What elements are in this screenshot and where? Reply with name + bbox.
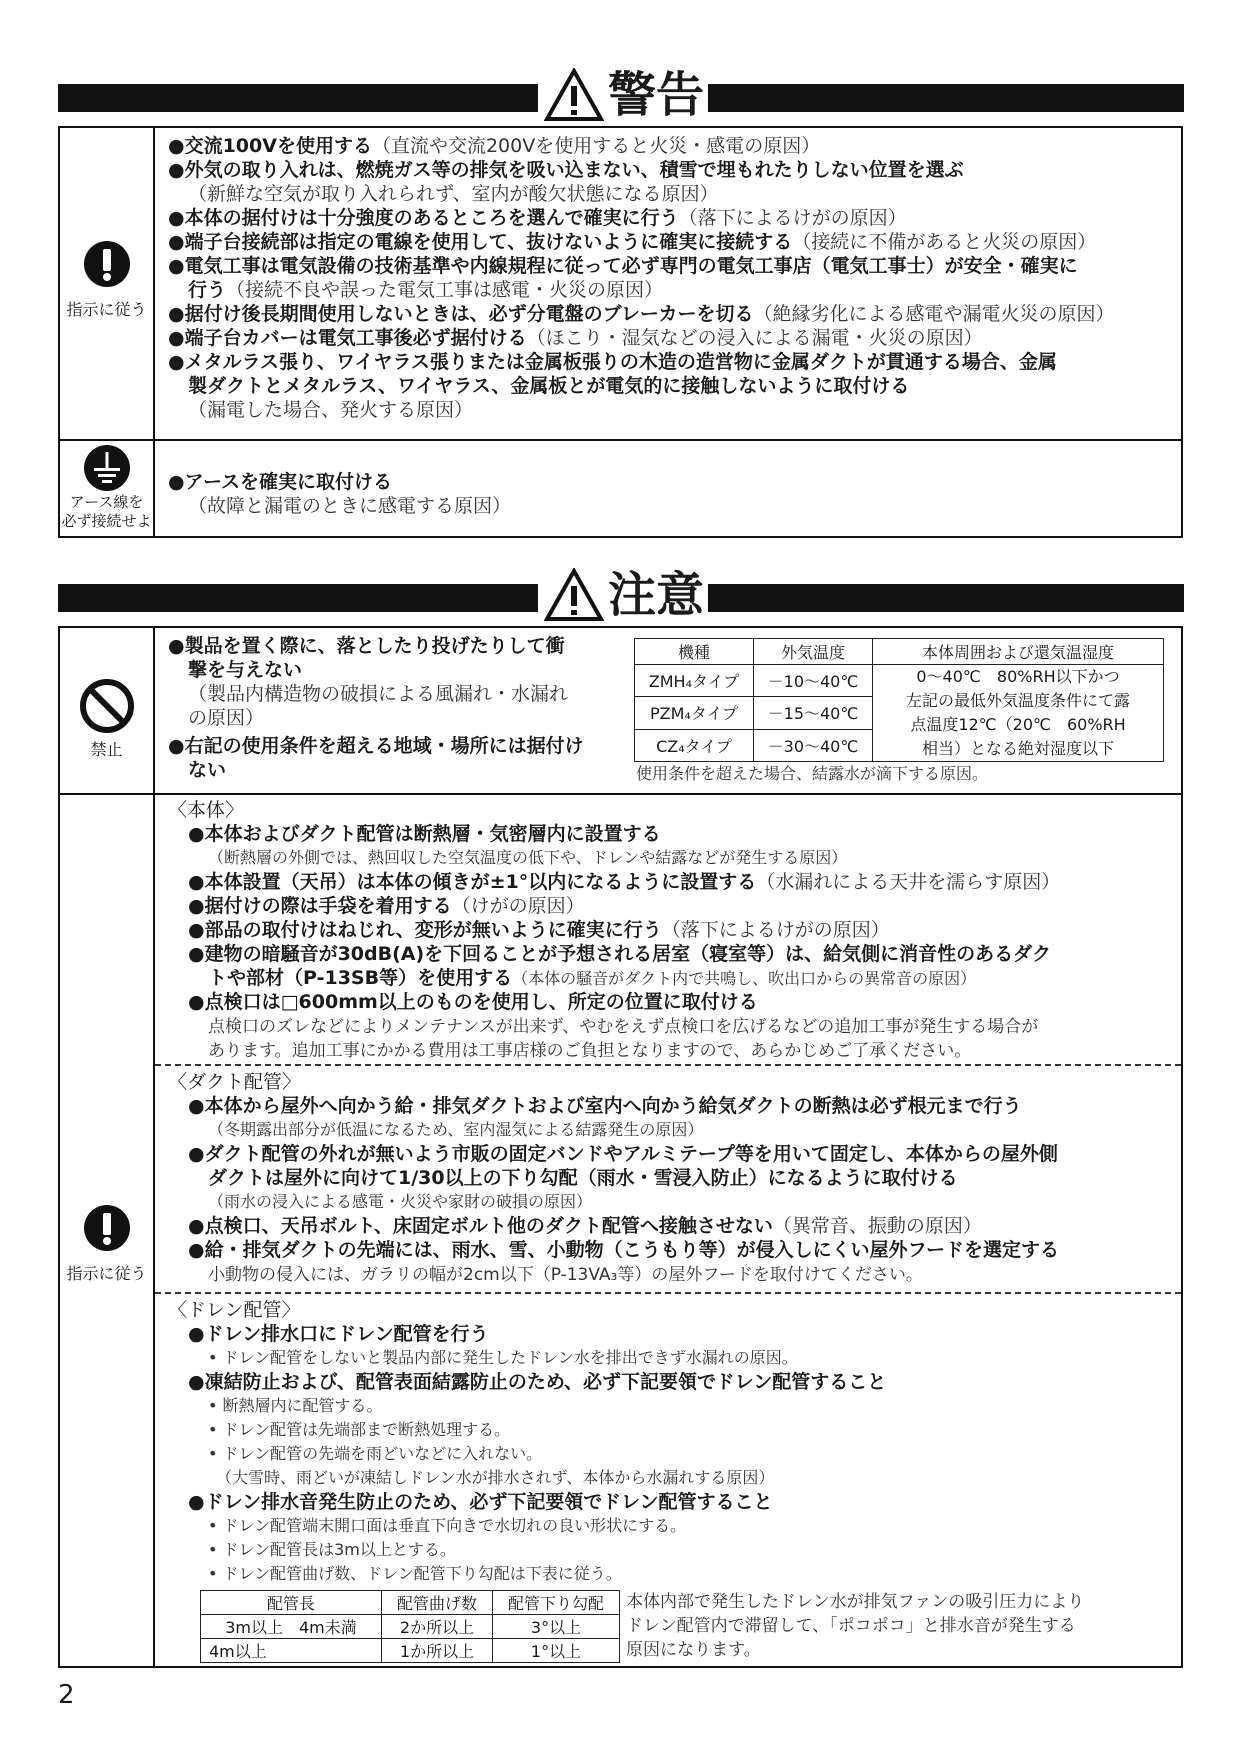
text-line: ●アースを確実に取付ける <box>168 471 393 493</box>
text-line: ●ダクト配管の外れが無いよう市販の固定バンドやアルミテープ等を用いて固定し、本体からの屋外側 <box>188 1143 1058 1165</box>
table-header: 配管下り勾配 <box>493 1591 620 1615</box>
text-line: ●メタルラス張り、ワイヤラス張りまたは金属板張りの木造の造営物に金属ダクトが貫通する場合、金属 <box>168 351 1057 373</box>
text-line: ●ドレン排水口にドレン配管を行う <box>188 1323 489 1345</box>
page-number: 2 <box>58 1680 75 1710</box>
text-line: （冬期露出部分が低温になるため、室内湿気による結露発生の原因） <box>208 1120 704 1139</box>
text-line: ●本体およびダクト配管は断熱層・気密層内に設置する <box>188 823 661 845</box>
text-line: 製ダクトとメタルラス、ワイヤラス、金属板とが電気的に接触しないように取付ける <box>188 375 910 397</box>
text-line: （故障と漏電のときに感電する原因） <box>188 495 512 517</box>
drain-note-3: 原因になります。 <box>626 1640 761 1660</box>
text-line: の原因） <box>188 707 265 729</box>
warning-triangle-icon <box>544 68 604 122</box>
table-header: 機種 <box>635 639 754 665</box>
mandatory-icon <box>84 241 130 287</box>
section-heading: 〈ドレン配管〉 <box>168 1299 301 1321</box>
text-line: ない <box>188 759 227 781</box>
warning-box <box>58 126 1183 538</box>
text-line: • 断熱層内に配管する。 <box>208 1396 383 1415</box>
table-header: 配管長 <box>201 1591 382 1615</box>
header-bar-left <box>58 584 538 612</box>
section-heading: 〈本体〉 <box>168 799 245 821</box>
table-cell: －30～40℃ <box>754 729 873 761</box>
follow-instructions-label: 指示に従う <box>66 300 147 319</box>
warning-icon-cell <box>60 128 155 439</box>
section-heading: 〈ダクト配管〉 <box>168 1071 302 1093</box>
warning-title: 警告 <box>608 67 705 123</box>
table-cell: ZMH₄タイプ <box>635 665 754 697</box>
table-cell: 2か所以上 <box>382 1615 493 1639</box>
text-line: （漏電した場合、発火する原因） <box>188 399 474 421</box>
text-line: ●据付け後長期間使用しないときは、必ず分電盤のブレーカーを切る（絶縁劣化による感電や漏電火災の原因） <box>168 303 1115 325</box>
header-bar-right <box>708 84 1184 112</box>
table-cell: CZ₄タイプ <box>635 729 754 761</box>
table-header: 本体周囲および還気温湿度 <box>873 639 1164 665</box>
warning-header <box>58 64 1184 124</box>
text-line: • ドレン配管をしないと製品内部に発生したドレン水を排出できず水漏れの原因。 <box>208 1348 798 1367</box>
text-line: トや部材（P-13SB等）を使用する（本体の騒音がダクト内で共鳴し、吹出口からの異常音の原因） <box>208 967 977 989</box>
prohibit-label: 禁止 <box>90 740 123 759</box>
text-line: ●電気工事は電気設備の技術基準や内線規程に従って必ず専門の電気工事店（電気工事士）が安全・確実に <box>168 255 1078 277</box>
drain-table <box>200 1590 620 1663</box>
warning-title-mark <box>544 66 704 124</box>
follow-icon-cell <box>60 795 155 1666</box>
text-line: ●部品の取付けはねじれ、変形が無いように確実に行う（落下によるけがの原因） <box>188 919 890 941</box>
header-bar-right <box>708 584 1184 612</box>
text-line: 行う（接続不良や誤った電気工事は感電・火災の原因） <box>188 279 664 301</box>
table-cell: PZM₄タイプ <box>635 697 754 729</box>
text-line: • ドレン配管曲げ数、ドレン配管下り勾配は下表に従う。 <box>208 1564 622 1583</box>
follow-instructions-label: 指示に従う <box>66 1264 147 1283</box>
caution-title-mark <box>544 566 704 624</box>
table-cell: 4m以上 <box>201 1639 382 1663</box>
text-line: ●右記の使用条件を超える地域・場所には据付け <box>168 735 584 757</box>
text-line: ●点検口は□600mm以上のものを使用し、所定の位置に取付ける <box>188 991 758 1013</box>
drain-note-2: ドレン配管内で滞留して、「ポコポコ」と排水音が発生する <box>626 1616 1076 1636</box>
table-cell: －15～40℃ <box>754 697 873 729</box>
warning-divider <box>60 439 1181 441</box>
prohibit-icon-cell <box>60 628 155 793</box>
table-cell: 3°以上 <box>493 1615 620 1639</box>
warning-triangle-icon <box>544 568 604 622</box>
text-line: ダクトは屋外に向けて1/30以上の下り勾配（雨水・雪浸入防止）になるように取付ける <box>208 1167 958 1189</box>
text-line: ●交流100Vを使用する（直流や交流200Vを使用すると火災・感電の原因） <box>168 135 821 157</box>
table-cell: 1か所以上 <box>382 1639 493 1663</box>
text-line: ●本体の据付けは十分強度のあるところを選んで確実に行う（落下によるけがの原因） <box>168 207 907 229</box>
text-line: ●凍結防止および、配管表面結露防止のため、必ず下記要領でドレン配管すること <box>188 1371 887 1393</box>
text-line: 撃を与えない <box>188 659 303 681</box>
drain-note-1: 本体内部で発生したドレン水が排気ファンの吸引圧力により <box>626 1592 1085 1612</box>
text-line: （新鮮な空気が取り入れられず、室内が酸欠状態になる原因） <box>188 183 719 205</box>
text-line: ●給・排気ダクトの先端には、雨水、雪、小動物（こうもり等）が侵入しにくい屋外フードを選定する <box>188 1239 1060 1261</box>
header-bar-left <box>58 84 538 112</box>
text-line: 小動物の侵入には、ガラリの幅が2cm以下（P-13VA₃等）の屋外フードを取付けてください。 <box>208 1265 923 1285</box>
text-line: あります。追加工事にかかる費用は工事店様のご負担となりますので、あらかじめご了承ください。 <box>208 1041 972 1061</box>
text-line: ●建物の暗騒音が30dB(A)を下回ることが予想される居室（寝室等）は、給気側に消音性のあるダク <box>188 943 1052 965</box>
text-line: ●本体設置（天吊）は本体の傾きが±1°以内になるように設置する（水漏れによる天井を濡らす原因） <box>188 871 1061 893</box>
text-line: （大雪時、雨どいが凍結しドレン水が排水されず、本体から水漏れする原因） <box>216 1468 775 1487</box>
text-line: ●ドレン排水音発生防止のため、必ず下記要領でドレン配管すること <box>188 1491 773 1513</box>
text-line: ●端子台接続部は指定の電線を使用して、抜けないように確実に接続する（接続に不備があると火災の原因） <box>168 231 1097 253</box>
table-header: 配管曲げ数 <box>382 1591 493 1615</box>
earth-ground-icon <box>84 445 130 491</box>
mandatory-icon <box>84 1205 130 1251</box>
text-line: （製品内構造物の破損による風漏れ・水漏れ <box>188 683 569 705</box>
section-divider <box>155 1064 1181 1066</box>
table-cell: 1°以上 <box>493 1639 620 1663</box>
text-line: ●本体から屋外へ向かう給・排気ダクトおよび室内へ向かう給気ダクトの断熱は必ず根元まで行う <box>188 1095 1022 1117</box>
table-cell: 3m以上 4m未満 <box>201 1615 382 1639</box>
text-line: ●据付けの際は手袋を着用する（けがの原因） <box>188 895 585 917</box>
usage-conditions-table <box>634 638 1164 762</box>
section-divider <box>155 1292 1181 1294</box>
text-line: • ドレン配管の先端を雨どいなどに入れない。 <box>208 1444 543 1463</box>
text-line: ●端子台カバーは電気工事後必ず据付ける（ほこり・湿気などの浸入による漏電・火災の原因） <box>168 327 983 349</box>
text-line: ●製品を置く際に、落としたり投げたりして衝 <box>168 635 565 657</box>
text-line: ●点検口、天吊ボルト、床固定ボルト他のダクト配管へ接触させない（異常音、振動の原因） <box>188 1215 982 1237</box>
text-line: ●外気の取り入れは、燃焼ガス等の排気を吸い込まない、積雪で埋もれたりしない位置を選ぶ <box>168 159 964 181</box>
earth-icon-cell <box>60 441 155 536</box>
table-header: 外気温度 <box>754 639 873 665</box>
caution-box <box>58 626 1183 1668</box>
text-line: • ドレン配管は先端部まで断熱処理する。 <box>208 1420 511 1439</box>
earth-label-1: アース線を <box>69 493 144 511</box>
text-line: • ドレン配管端末開口面は垂直下向きで水切れの良い形状にする。 <box>208 1516 687 1535</box>
prohibited-icon <box>79 678 135 734</box>
text-line: （雨水の浸入による感電・火災や家財の破損の原因） <box>208 1192 593 1211</box>
table-cell: －10～40℃ <box>754 665 873 697</box>
text-line: 点検口のズレなどによりメンテナンスが出来ず、やむをえず点検口を広げるなどの追加工事が発生する場合が <box>208 1017 1039 1037</box>
conditions-note: 使用条件を超えた場合、結露水が滴下する原因。 <box>636 764 989 783</box>
text-line: • ドレン配管長は3m以上とする。 <box>208 1540 456 1559</box>
caution-title: 注意 <box>608 567 705 623</box>
caution-divider <box>60 793 1181 795</box>
text-line: （断熱層の外側では、熱回収した空気温度の低下や、ドレンや結露などが発生する原因） <box>208 848 848 867</box>
table-merged-cell: 0～40℃ 80%RH以下かつ 左記の最低外気温度条件にて露 点温度12℃（20℃ 60%RH 相当）となる絶対湿度以下 <box>873 665 1164 762</box>
earth-label-2: 必ず接続せよ <box>61 512 152 530</box>
caution-header <box>58 564 1184 624</box>
